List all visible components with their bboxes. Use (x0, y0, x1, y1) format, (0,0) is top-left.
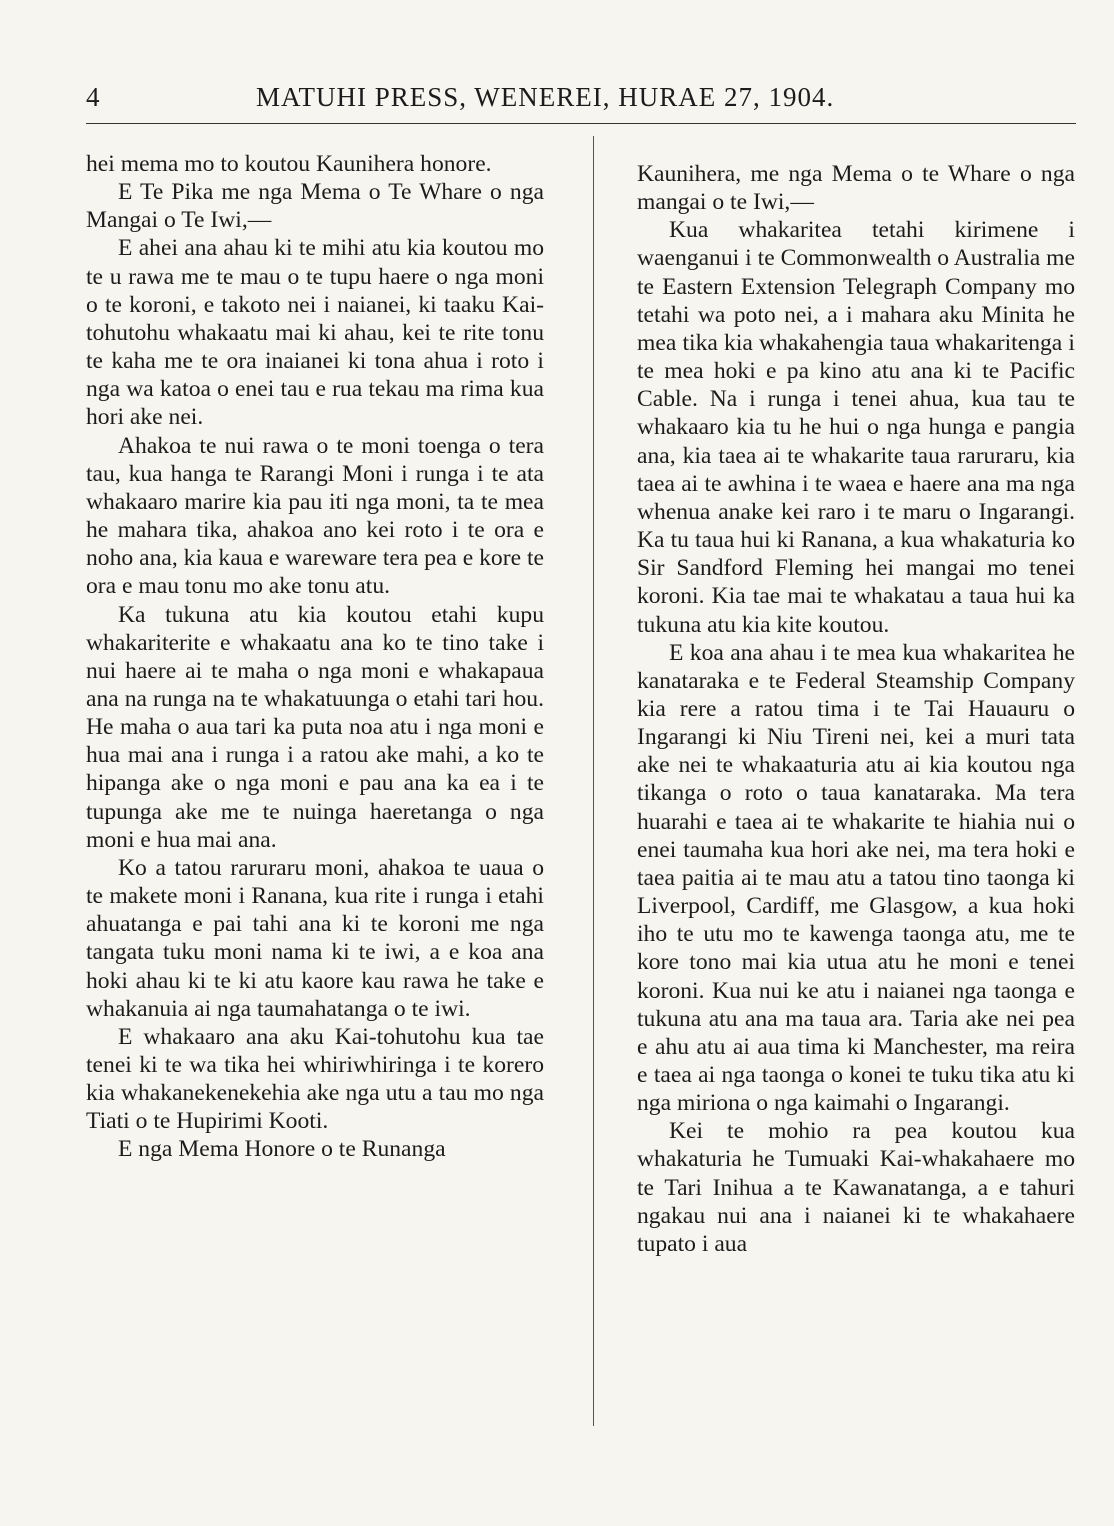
masthead-title: MATUHI PRESS, WENEREI, HURAE 27, 1904. (256, 82, 835, 112)
page-number: 4 (86, 82, 101, 112)
paragraph: Ahakoa te nui rawa o te moni toenga o tera tau, kua hanga te Rarangi Moni i runga i te ata whakaaro marire kia pau iti nga moni, ta te mea he mahara tika, ahakoa ano kei roto i te ora e noho ana, kia kaua e wareware tera pea e kore te ora e mau tonu mo ake tonu atu. (86, 432, 544, 600)
right-column (637, 160, 1075, 1258)
paragraph: Kei te mohio ra pea koutou kua whakaturia he Tumuaki Kai-whakahaere mo te Tari Inihua a te Kawanatanga, a e tahuri ngakau nui ana i naianei ki te whakahaere tupato i aua (637, 1118, 1075, 1257)
left-column (86, 150, 544, 1164)
paragraph: hei mema mo to koutou Kaunihera honore. (86, 151, 492, 177)
column-divider (593, 136, 594, 1426)
paragraph: E koa ana ahau i te mea kua whakaritea he kanataraka e te Federal Steamship Company kia rere a ratou tima i te Tai Hauauru o Ingarangi ki Niu Tireni nei, kei a muri tata ake nei te whakaaturia atu ai kia koutou nga tikanga o roto o taua kanataraka. Ma tera huarahi e taea ai te whakarite te hiahia nui o enei taumaha kua hori ake nei, ma tera hoki e taea paitia ai te mau atu a tatou tino taonga ki Liverpool, Cardiff, me Glasgow, a kua hoki iho te utu mo te kawenga taonga atu, me te kore tono mai kia utua atu he moni e tenei koroni. Kua nui ke atu i naianei nga taonga e tukuna atu ana ma taua ara. Taria ake nei pea e ahu atu ai aua tima ki Manchester, ma reira e taea ai nga taonga o konei te tuku tika atu ki nga miriona o nga kaimahi o Ingarangi. (637, 639, 1075, 1117)
paragraph: Kaunihera, me nga Mema o te Whare o nga mangai o te Iwi,— (637, 161, 1075, 216)
header-rule (86, 123, 1076, 124)
paragraph: E ahei ana ahau ki te mihi atu kia koutou mo te u rawa me te mau o te tupu haere o nga moni o te koroni, e takoto nei i naianei, ki taaku Kai-tohutohu whakaatu mai ki ahau, kei te rite tonu te kaha me te ora inaianei ki tona ahua i roto i nga wa katoa o enei tau e rua tekau ma rima kua hori ake nei. (86, 235, 544, 431)
paragraph: Ko a tatou raruraru moni, ahakoa te uaua o te makete moni i Ranana, kua rite i runga i etahi ahuatanga e pai tahi ana ki te koroni me nga tangata tuku moni nama ki te iwi, a e koa ana hoki ahau ki te ki atu kaore kau rawa he take e whakanuia ai nga taumahatanga o te iwi. (86, 854, 544, 1022)
paragraph: E Te Pika me nga Mema o Te Whare o nga Mangai o Te Iwi,— (86, 179, 544, 234)
paragraph: E nga Mema Honore o te Runanga (118, 1136, 446, 1163)
paragraph: Kua whakaritea tetahi kirimene i waenganui i te Commonwealth o Australia me te Eastern Extension Telegraph Company mo tetahi wa poto nei, a i mahara aku Minita he mea tika kia whakahengia taua whakaritenga i te mea hoki e pa kino atu ana ki te Pacific Cable. Na i runga i tenei ahua, kua tau te whakaaro kia tu he hui o nga hunga e pangia ana, kia taea ai te whakarite taua raruraru, kia taea ai te awhina i te waea e haere ana ma nga whenua anake kei raro i te maru o Ingarangi. Ka tu taua hui ki Ranana, a kua whakaturia ko Sir Sandford Fleming hei mangai mo tenei koroni. Kia tae mai te whakatau a taua hui ka tukuna atu kia kite koutou. (637, 217, 1075, 638)
paragraph: Ka tukuna atu kia koutou etahi kupu whakariterite e whakaatu ana ko te tino take i nui haere ai te maha o nga moni e whakapaua ana na runga na te whakatuunga o etahi tari hou. He maha o aua tari ka puta noa atu i nga moni e hua mai ana i runga i a ratou ake mahi, a ko te hipanga ake o nga moni e pau ana ka ea i te tupunga ake me te nuinga haeretanga o nga moni e hua mai ana. (86, 601, 544, 853)
paragraph: E whakaaro ana aku Kai-tohutohu kua tae tenei ki te wa tika hei whiriwhiringa i te korero kia whakanekenekehia ake nga utu a tau mo nga Tiati o te Hupirimi Kooti. (86, 1023, 544, 1135)
page-header (86, 82, 1076, 116)
